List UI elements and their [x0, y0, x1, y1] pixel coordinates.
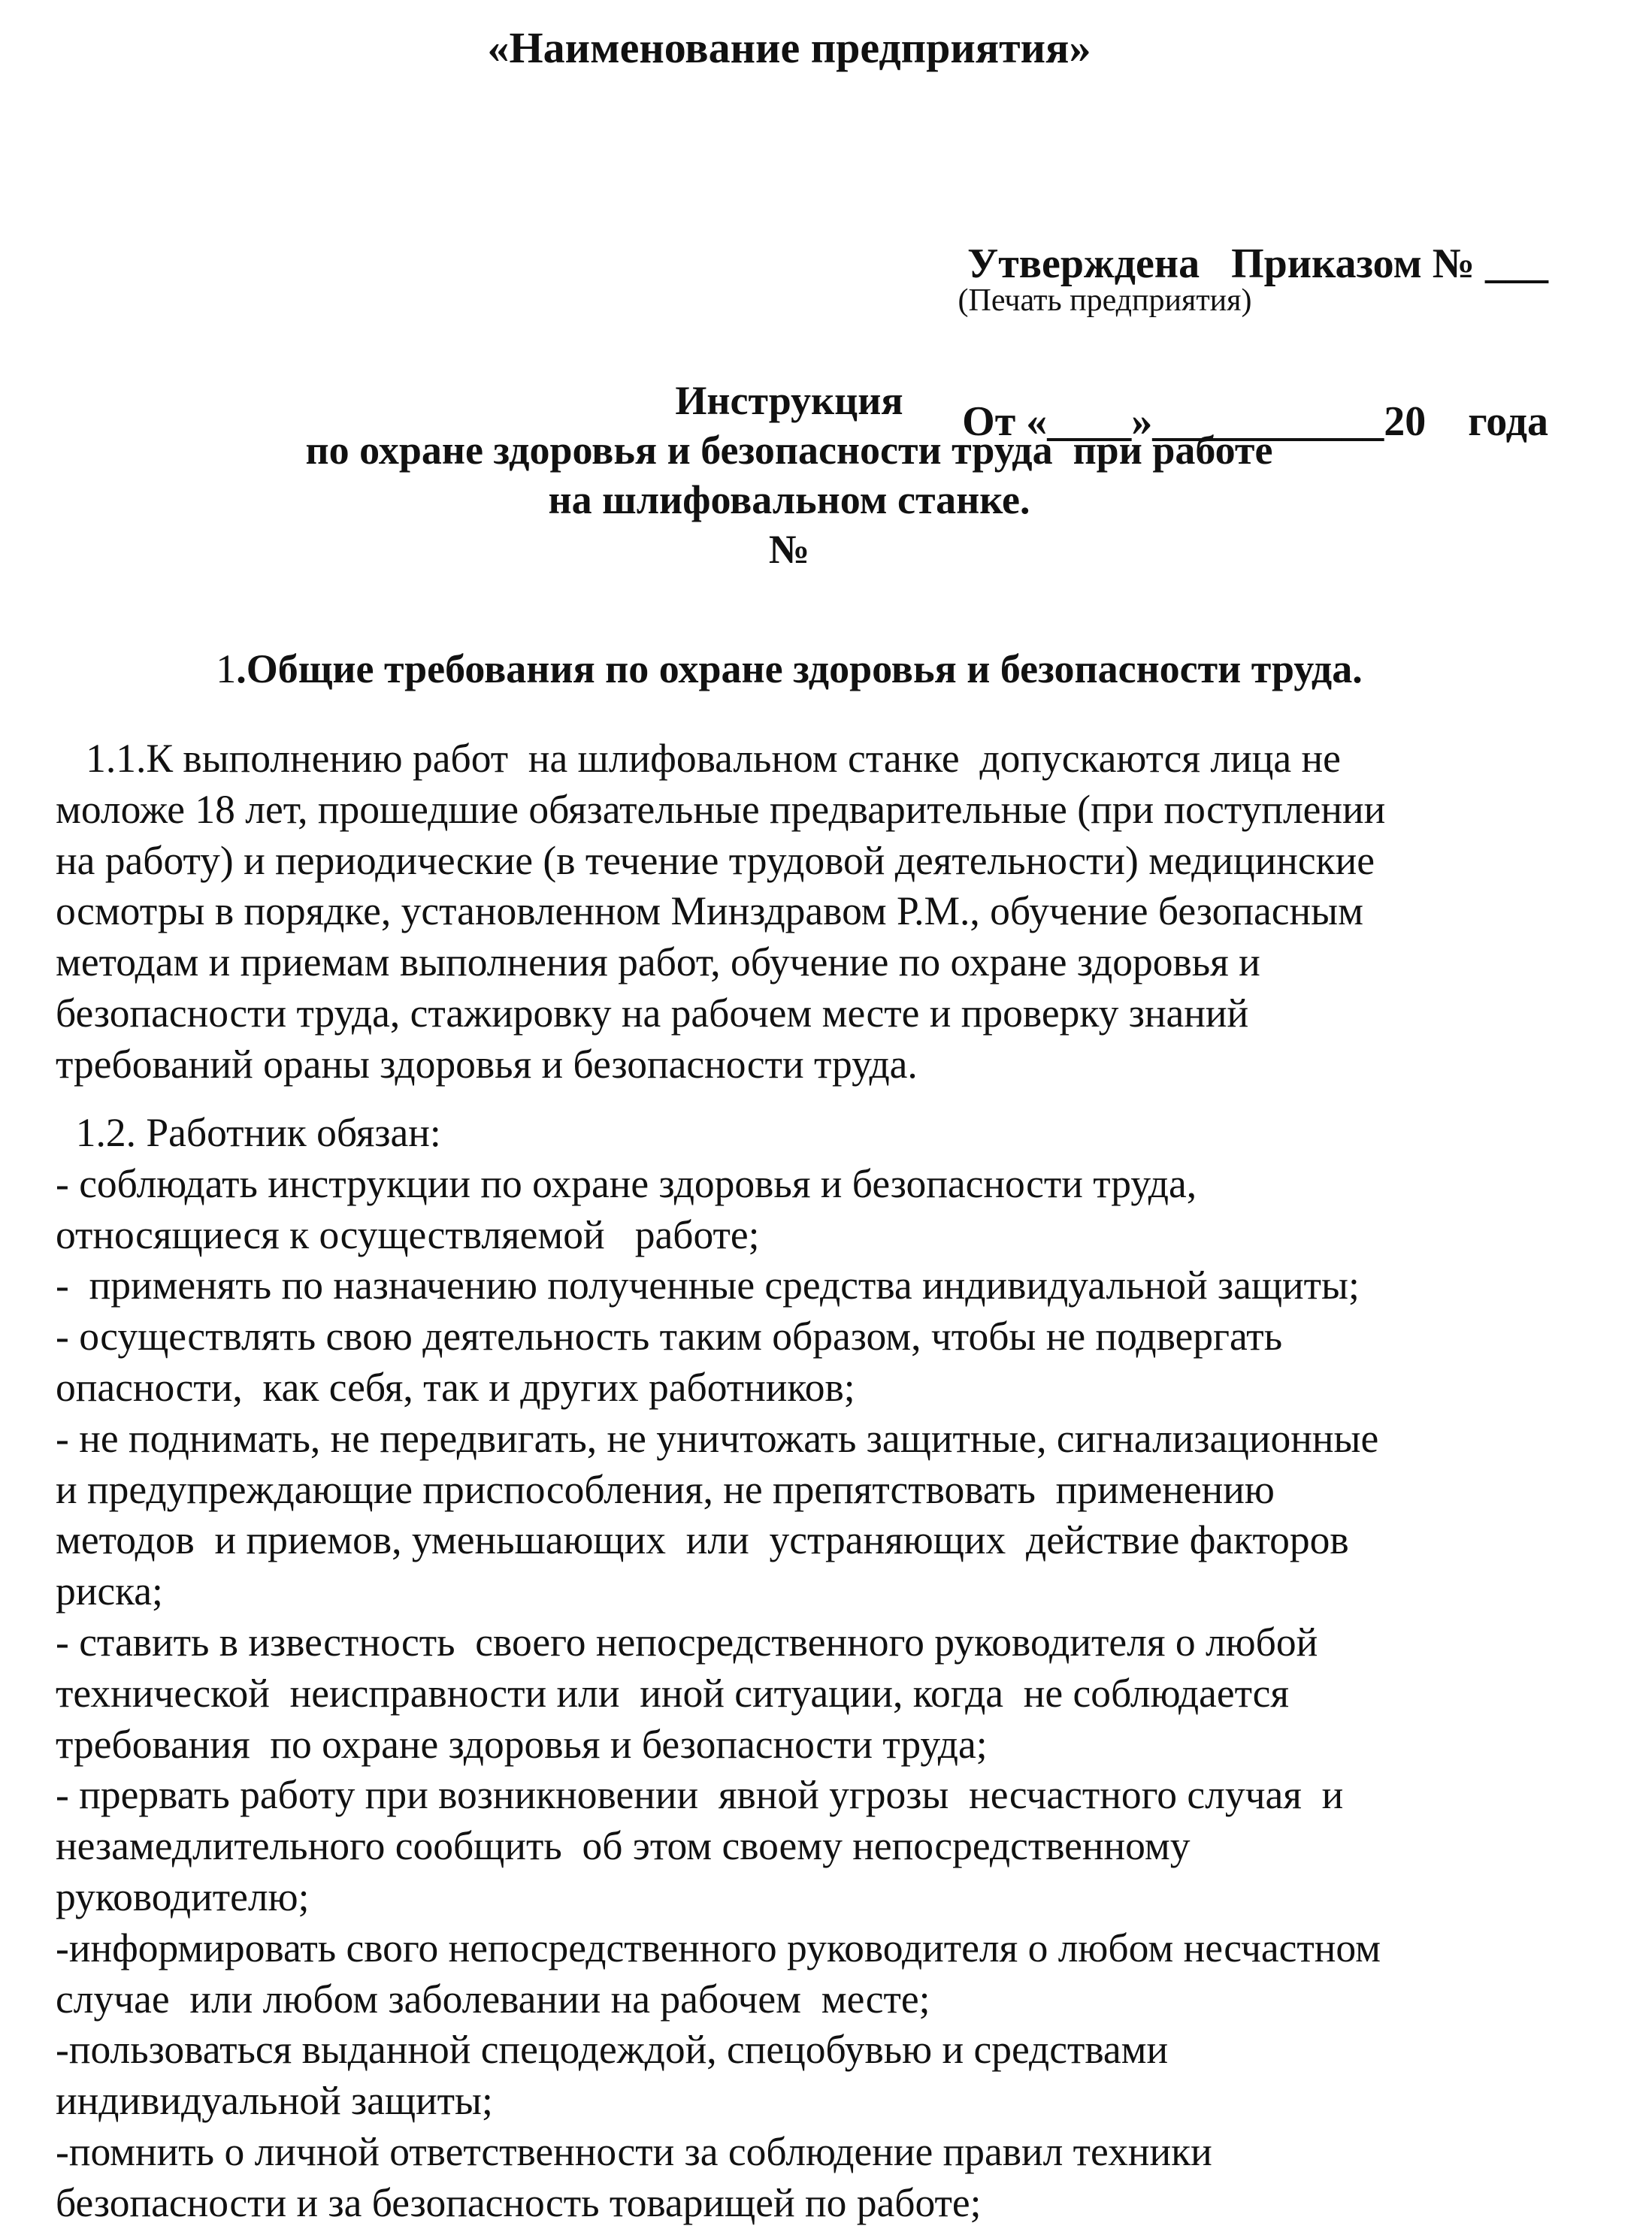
- text-line: моложе 18 лет, прошедшие обязательные предварительные (при поступлении: [56, 786, 1386, 832]
- title-line: на шлифовальном станке.: [548, 477, 1030, 522]
- text-line: - не поднимать, не передвигать, не уничтожать защитные, сигнализационные: [56, 1415, 1379, 1461]
- text-line: технической неисправности или иной ситуации, когда не соблюдается: [56, 1670, 1289, 1716]
- text-line: - осуществлять свою деятельность таким образом, чтобы не подвергать: [56, 1314, 1283, 1359]
- text-line: незамедлительного сообщить об этом своему непосредственному: [56, 1823, 1191, 1869]
- paragraph-1-2: [56, 1108, 1596, 2229]
- text-line: - прервать работу при возникновении явной угрозы несчастного случая и: [56, 1772, 1344, 1818]
- text-line: требований ораны здоровья и безопасности труда.: [56, 1041, 918, 1087]
- text-line: - применять по назначению полученные средства индивидуальной защиты;: [56, 1263, 1360, 1308]
- text-line: -пользоваться выданной спецодеждой, спецобувью и средствами: [56, 2027, 1169, 2073]
- text-line: -информировать свого непосредственного руководителя о любом несчастном: [56, 1925, 1381, 1970]
- document-title: [0, 376, 1578, 574]
- text-line: требования по охране здоровья и безопасности труда;: [56, 1721, 988, 1767]
- organization-name: «Наименование предприятия»: [487, 23, 1091, 72]
- text-line: - ставить в известность своего непосредственного руководителя о любой: [56, 1619, 1318, 1665]
- approval-order-line: Утверждена Приказом № ___: [967, 240, 1548, 287]
- approval-date-line: От «____»___________20 года: [962, 398, 1548, 445]
- section-heading: [0, 639, 1578, 699]
- text-line: руководителю;: [56, 1874, 310, 1919]
- text-line: безопасности труда, стажировку на рабочем месте и проверку знаний: [56, 990, 1249, 1036]
- title-number: №: [768, 527, 810, 572]
- text-line: риска;: [56, 1568, 163, 1614]
- text-line: 1.1.К выполнению работ на шлифовальном станке допускаются лица не: [56, 736, 1341, 781]
- text-line: случае или любом заболевании на рабочем месте;: [56, 1976, 930, 2022]
- title-line: по охране здоровья и безопасности труда при работе: [305, 428, 1273, 473]
- text-line: индивидуальной защиты;: [56, 2078, 493, 2124]
- text-line: на работу) и периодические (в течение трудовой деятельности) медицинские: [56, 837, 1375, 883]
- text-line: методов и приемов, уменьшающих или устраняющих действие факторов: [56, 1517, 1349, 1563]
- text-line: опасности, как себя, так и других работников;: [56, 1364, 855, 1410]
- text-line: 1.2. Работник обязан:: [56, 1110, 441, 1155]
- seal-placeholder: (Печать предприятия): [958, 283, 1252, 318]
- title-line: Инструкция: [675, 378, 903, 423]
- text-line: относящиеся к осуществляемой работе;: [56, 1211, 760, 1257]
- section-title: .Общие требования по охране здоровья и безопасности труда.: [236, 646, 1363, 691]
- section-number: 1: [216, 646, 237, 691]
- text-line: методам и приемам выполнения работ, обучение по охране здоровья и: [56, 939, 1260, 985]
- text-line: безопасности и за безопасность товарищей по работе;: [56, 2179, 982, 2225]
- text-line: и предупреждающие приспособления, не препятствовать применению: [56, 1466, 1275, 1512]
- paragraph-1-1: [56, 733, 1596, 1090]
- text-line: осмотры в порядке, установленном Минздравом Р.М., обучение безопасным: [56, 888, 1363, 934]
- text-line: -помнить о личной ответственности за соблюдение правил техники: [56, 2128, 1212, 2174]
- text-line: - соблюдать инструкции по охране здоровья и безопасности труда,: [56, 1160, 1197, 1206]
